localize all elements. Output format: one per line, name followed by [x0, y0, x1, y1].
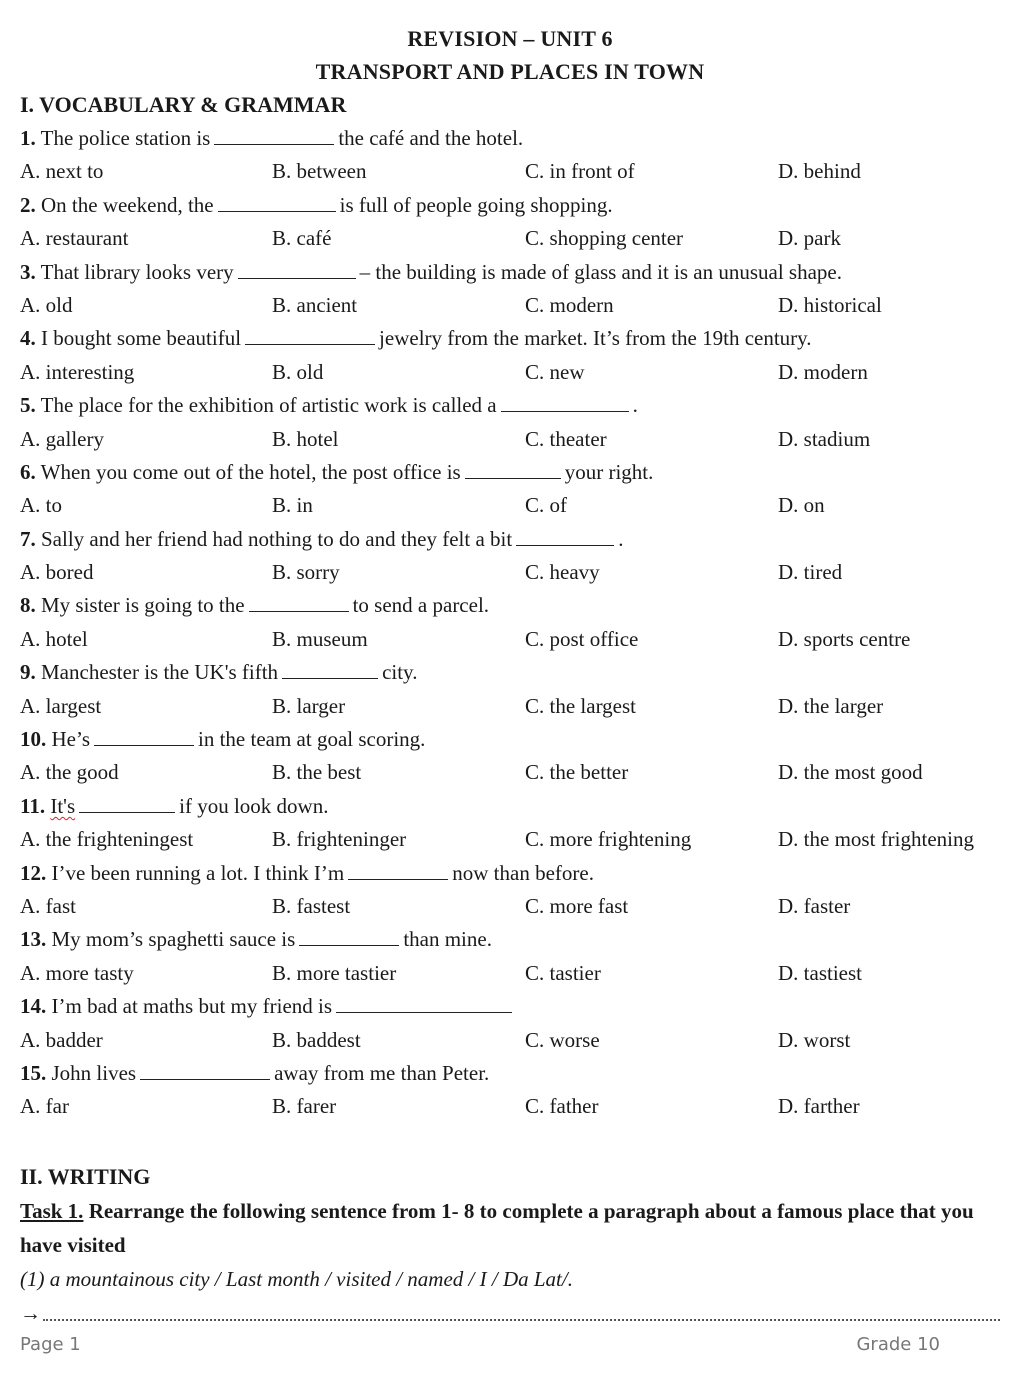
option-d: D. park	[778, 226, 841, 251]
option-d: D. modern	[778, 359, 868, 384]
question-text-before: On the weekend, the	[41, 192, 214, 217]
question-number: 9.	[20, 660, 36, 685]
question-number: 7.	[20, 526, 36, 551]
answer-blank	[94, 744, 194, 746]
option-a: A. next to	[20, 159, 104, 184]
question-15	[20, 1057, 1000, 1090]
option-a: A. badder	[20, 1027, 103, 1052]
options-14	[20, 1024, 1000, 1057]
options-7	[20, 556, 1000, 589]
question-text-after: – the building is made of glass and it is an unusual shape.	[359, 259, 842, 284]
option-b: B. the best	[272, 760, 362, 785]
option-d: D. sports centre	[778, 626, 911, 651]
question-11	[20, 790, 1000, 823]
option-c: C. post office	[525, 626, 639, 651]
options-9	[20, 690, 1000, 723]
question-text-before: I’ve been running a lot. I think I’m	[51, 860, 345, 885]
question-text-after: to send a parcel.	[352, 593, 490, 618]
option-a: A. old	[20, 292, 73, 317]
option-a: A. to	[20, 493, 62, 518]
option-b: B. hotel	[272, 426, 339, 451]
option-a: A. fast	[20, 893, 76, 918]
footer-page-number: Page 1	[20, 1334, 81, 1355]
option-d: D. the most good	[778, 760, 923, 785]
option-d: D. the most frightening	[778, 827, 974, 852]
question-number: 6.	[20, 459, 36, 484]
question-4	[20, 322, 1000, 355]
option-a: A. more tasty	[20, 960, 134, 985]
option-a: A. restaurant	[20, 226, 129, 251]
option-a: A. bored	[20, 560, 94, 585]
option-d: D. tastiest	[778, 960, 862, 985]
options-2	[20, 222, 1000, 255]
option-c: C. shopping center	[525, 226, 684, 251]
answer-blank	[218, 210, 336, 212]
question-6	[20, 456, 1000, 489]
option-c: C. more fast	[525, 893, 629, 918]
question-text-before: I’m bad at maths but my friend is	[51, 994, 333, 1019]
answer-blank	[299, 944, 399, 946]
option-c: C. new	[525, 359, 585, 384]
option-a: A. the frighteningest	[20, 827, 194, 852]
option-c: C. tastier	[525, 960, 601, 985]
question-number: 13.	[20, 927, 47, 952]
answer-blank	[245, 343, 375, 345]
worksheet-title-line2: TRANSPORT AND PLACES IN TOWN	[315, 59, 705, 84]
question-text-before: The police station is	[40, 126, 211, 150]
question-text-after: .	[632, 393, 638, 418]
option-d: D. the larger	[778, 693, 884, 718]
question-7	[20, 523, 1000, 556]
question-text-after: than mine.	[403, 927, 492, 952]
task-label: Task 1.	[20, 1198, 84, 1223]
option-b: B. museum	[272, 626, 368, 651]
question-text-after: jewelry from the market. It’s from the 19th century.	[379, 326, 812, 351]
option-d: D. on	[778, 493, 825, 518]
option-d: D. historical	[778, 292, 882, 317]
option-c: C. in front of	[525, 159, 635, 184]
option-c: C. modern	[525, 292, 614, 317]
option-b: B. larger	[272, 693, 346, 718]
question-text-before: Manchester is the UK's fifth	[41, 660, 279, 685]
options-15	[20, 1090, 1000, 1123]
option-c: C. of	[525, 493, 567, 518]
question-number: 14.	[20, 994, 47, 1019]
option-c: C. the largest	[525, 693, 637, 718]
answer-blank	[214, 143, 334, 145]
question-number: 10.	[20, 727, 47, 752]
option-c: C. the better	[525, 760, 629, 785]
options-5	[20, 423, 1000, 456]
answer-blank	[348, 878, 448, 880]
answer-blank	[249, 610, 349, 612]
answer-blank	[516, 544, 614, 546]
question-text-before: He’s	[51, 727, 90, 752]
option-b: B. frighteninger	[272, 827, 407, 852]
answer-blank	[501, 410, 629, 412]
answer-line	[20, 1296, 1000, 1330]
arrow-icon: →	[20, 1300, 41, 1325]
option-b: B. in	[272, 493, 313, 518]
question-3	[20, 256, 1000, 289]
options-6	[20, 489, 1000, 522]
option-a: A. interesting	[20, 359, 135, 384]
page-footer	[20, 1334, 940, 1355]
option-c: C. heavy	[525, 560, 600, 585]
question-text-after: now than before.	[452, 860, 594, 885]
question-text-after: away from me than Peter.	[274, 1060, 490, 1085]
question-1	[20, 122, 1000, 155]
option-b: B. between	[272, 159, 367, 184]
option-b: B. farer	[272, 1094, 337, 1119]
question-text-before: The place for the exhibition of artistic work is called a	[40, 393, 497, 418]
question-text-before: When you come out of the hotel, the post office is	[40, 459, 461, 484]
option-d: D. behind	[778, 159, 861, 184]
question-number: 11.	[20, 793, 46, 818]
option-d: D. farther	[778, 1094, 860, 1119]
question-text-before: I bought some beautiful	[41, 326, 242, 351]
question-5	[20, 389, 1000, 422]
option-c: C. theater	[525, 426, 607, 451]
worksheet-title-line1: REVISION – UNIT 6	[407, 26, 613, 51]
question-14	[20, 990, 1000, 1023]
option-d: D. stadium	[778, 426, 871, 451]
option-b: B. fastest	[272, 893, 351, 918]
question-text-before: My sister is going to the	[41, 593, 245, 618]
task-text: Rearrange the following sentence from 1- 8 to complete a paragraph about a famous place that you have visited	[20, 1198, 974, 1257]
options-8	[20, 623, 1000, 656]
question-text-before: It's	[50, 793, 76, 818]
footer-grade: Grade 10	[856, 1334, 940, 1355]
answer-blank	[79, 811, 175, 813]
options-13	[20, 957, 1000, 990]
option-a: A. hotel	[20, 626, 88, 651]
answer-blank	[282, 677, 378, 679]
answer-blank	[140, 1078, 270, 1080]
section-writing-title: II. WRITING	[20, 1163, 151, 1189]
question-number: 15.	[20, 1060, 47, 1085]
question-text-after: is full of people going shopping.	[339, 192, 613, 217]
option-c: C. father	[525, 1094, 599, 1119]
question-text-before: Sally and her friend had nothing to do and they felt a bit	[41, 526, 513, 551]
option-d: D. worst	[778, 1027, 851, 1052]
option-a: A. largest	[20, 693, 102, 718]
option-b: B. more tastier	[272, 960, 397, 985]
task-1-instruction	[20, 1194, 1000, 1262]
question-number: 4.	[20, 326, 36, 351]
question-13	[20, 923, 1000, 956]
question-number: 2.	[20, 192, 36, 217]
question-2	[20, 189, 1000, 222]
question-text-after: city.	[382, 660, 418, 685]
option-c: C. more frightening	[525, 827, 692, 852]
option-a: A. gallery	[20, 426, 104, 451]
option-a: A. the good	[20, 760, 119, 785]
options-3	[20, 289, 1000, 322]
question-text-after: in the team at goal scoring.	[198, 727, 426, 752]
question-text-before: That library looks very	[40, 259, 234, 284]
options-10	[20, 756, 1000, 789]
worksheet-page	[20, 22, 1000, 1330]
section-vocabulary-title: I. VOCABULARY & GRAMMAR	[20, 92, 347, 117]
options-1	[20, 155, 1000, 188]
task-item-1: (1) a mountainous city / Last month / visited / named / I / Da Lat/.	[20, 1266, 573, 1291]
question-number: 3.	[20, 259, 36, 284]
answer-blank	[465, 477, 561, 479]
question-number: 8.	[20, 593, 36, 618]
question-text-before: John lives	[51, 1060, 137, 1085]
question-9	[20, 656, 1000, 689]
question-text-after: if you look down.	[179, 793, 329, 818]
option-b: B. ancient	[272, 292, 358, 317]
question-number: 12.	[20, 860, 47, 885]
question-text-before: My mom’s spaghetti sauce is	[51, 927, 296, 952]
options-11	[20, 823, 1000, 856]
question-text-after: your right.	[564, 459, 654, 484]
options-12	[20, 890, 1000, 923]
dotted-answer-line[interactable]	[43, 1305, 1000, 1321]
options-4	[20, 356, 1000, 389]
question-number: 5.	[20, 393, 36, 418]
option-c: C. worse	[525, 1027, 600, 1052]
option-d: D. faster	[778, 893, 851, 918]
question-10	[20, 723, 1000, 756]
question-text-after: the café and the hotel.	[338, 126, 524, 150]
option-b: B. café	[272, 226, 332, 251]
option-d: D. tired	[778, 560, 843, 585]
question-number: 1.	[20, 126, 36, 150]
answer-blank	[238, 277, 356, 279]
option-b: B. sorry	[272, 560, 340, 585]
answer-blank	[336, 1011, 512, 1013]
question-8	[20, 589, 1000, 622]
question-12	[20, 857, 1000, 890]
option-b: B. baddest	[272, 1027, 361, 1052]
question-text-after: .	[618, 526, 624, 551]
option-a: A. far	[20, 1094, 69, 1119]
option-b: B. old	[272, 359, 324, 384]
